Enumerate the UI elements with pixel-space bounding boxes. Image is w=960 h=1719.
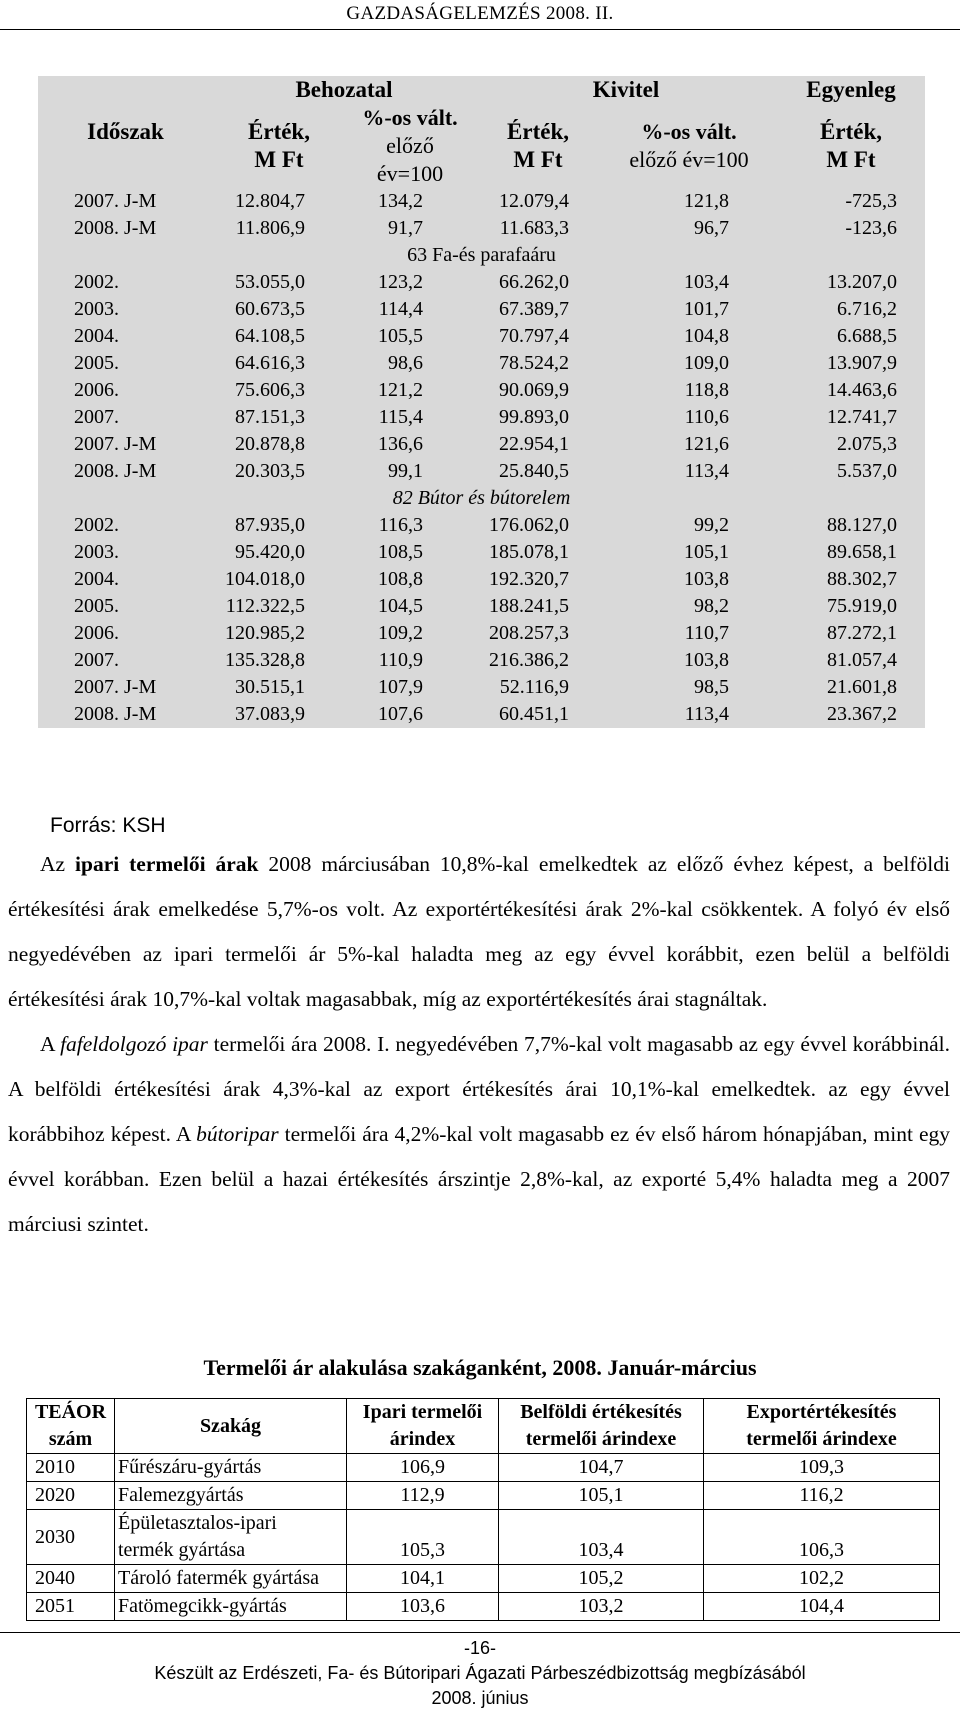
balance-cell: 13.907,9 <box>827 352 898 374</box>
export-value-cell: 216.386,2 <box>489 649 570 671</box>
import-pct-cell: 107,9 <box>378 676 424 698</box>
period-cell: 2008. J-M <box>74 217 157 239</box>
table-row <box>38 674 925 701</box>
export-value-cell: 188.241,5 <box>489 595 570 617</box>
period-cell: 2008. J-M <box>74 703 157 725</box>
export-value-cell: 176.062,0 <box>489 514 570 536</box>
export-value-cell: 66.262,0 <box>499 271 570 293</box>
price-table-container <box>26 1398 939 1621</box>
teaor-code-cell: 2020 <box>27 1482 115 1510</box>
table-row <box>38 566 925 593</box>
import-value-cell: 104.018,0 <box>225 568 305 590</box>
balance-cell: 12.741,7 <box>827 406 898 428</box>
export-value-cell: 208.257,3 <box>489 622 570 644</box>
import-value-header: Érték, M Ft <box>248 119 310 172</box>
table-row <box>27 1565 940 1593</box>
domestic-index-cell: 105,1 <box>499 1482 704 1510</box>
period-cell: 2007. J-M <box>74 190 157 212</box>
export-value-cell: 185.078,1 <box>489 541 570 563</box>
footer-date: 2008. június <box>431 1688 529 1708</box>
balance-cell: -123,6 <box>845 217 898 239</box>
balance-cell: 14.463,6 <box>827 379 898 401</box>
branch-name-cell: Tároló fatermék gyártása <box>115 1565 347 1593</box>
import-value-cell: 64.108,5 <box>235 325 305 347</box>
price-table-body <box>27 1454 940 1621</box>
export-pct-cell: 98,5 <box>694 676 730 698</box>
export-index-cell: 106,3 <box>704 1510 940 1565</box>
import-pct-header: %-os vált. előző év=100 <box>362 105 458 186</box>
import-pct-cell: 110,9 <box>378 649 424 671</box>
section-title: 82 Bútor és bútorelem <box>392 487 571 509</box>
table-row <box>27 1454 940 1482</box>
export-pct-cell: 96,7 <box>694 217 730 239</box>
import-pct-cell: 121,2 <box>378 379 424 401</box>
export-pct-cell: 121,6 <box>684 433 730 455</box>
branch-name-cell: Épületasztalos-ipari termék gyártása <box>115 1510 347 1565</box>
balance-cell: 21.601,8 <box>827 676 898 698</box>
export-pct-cell: 113,4 <box>684 460 730 482</box>
import-header: Behozatal <box>295 77 393 102</box>
import-pct-cell: 114,4 <box>378 298 424 320</box>
period-cell: 2002. <box>74 271 119 293</box>
export-value-cell: 67.389,7 <box>499 298 570 320</box>
export-pct-cell: 110,6 <box>684 406 730 428</box>
table-row <box>38 296 925 323</box>
balance-cell: 23.367,2 <box>827 703 898 725</box>
export-index-cell: 109,3 <box>704 1454 940 1482</box>
domestic-index-cell: 103,4 <box>499 1510 704 1565</box>
table-row <box>38 188 925 215</box>
balance-cell: 2.075,3 <box>837 433 898 455</box>
balance-cell: -725,3 <box>845 190 898 212</box>
export-value-cell: 78.524,2 <box>499 352 570 374</box>
export-value-cell: 25.840,5 <box>499 460 570 482</box>
export-value-cell: 11.683,3 <box>499 217 570 239</box>
period-cell: 2006. <box>74 379 119 401</box>
period-cell: 2005. <box>74 352 119 374</box>
balance-cell: 13.207,0 <box>827 271 898 293</box>
section-title: 63 Fa-és parafaáru <box>407 244 556 266</box>
import-value-cell: 87.935,0 <box>235 514 305 536</box>
import-pct-cell: 91,7 <box>388 217 424 239</box>
import-pct-cell: 116,3 <box>378 514 424 536</box>
table-row <box>38 647 925 674</box>
import-pct-cell: 108,8 <box>378 568 424 590</box>
page-number: -16- <box>463 1638 496 1658</box>
domestic-index-header: Belföldi értékesítés termelői árindexe <box>499 1399 704 1454</box>
import-value-cell: 11.806,9 <box>235 217 305 239</box>
export-value-cell: 90.069,9 <box>499 379 570 401</box>
trade-table-container <box>38 76 925 728</box>
period-cell: 2007. J-M <box>74 433 157 455</box>
export-value-cell: 192.320,7 <box>489 568 570 590</box>
table-row <box>38 701 925 728</box>
export-pct-cell: 118,8 <box>684 379 730 401</box>
export-header: Kivitel <box>592 77 660 102</box>
import-pct-cell: 107,6 <box>378 703 424 725</box>
export-index-cell: 102,2 <box>704 1565 940 1593</box>
paragraph-2: A fafeldolgozó ipar termelői ára 2008. I. negyedévében 7,7%-kal volt magasabb az egy évvel korábbinál. A belföldi értékesítési árak 4,3%-kal az export értékesítés árai 10,1%-kal emelkedtek. az egy évvel korábbihoz képest. A bútoripar termelői ára 4,2%-kal volt magasabb ez év első három hónapjában, mint egy évvel korábban. Ezen belül a hazai értékesítés árszintje 2,8%-kal, az exporté 5,4% haladta meg a 2007 márciusi szintet. <box>8 1032 950 1236</box>
import-pct-cell: 98,6 <box>388 352 424 374</box>
period-cell: 2003. <box>74 298 119 320</box>
table-row <box>38 323 925 350</box>
period-cell: 2005. <box>74 595 119 617</box>
export-pct-cell: 103,8 <box>684 568 730 590</box>
table-row <box>38 350 925 377</box>
period-cell: 2007. J-M <box>74 676 157 698</box>
industrial-index-cell: 104,1 <box>347 1565 499 1593</box>
industrial-index-cell: 112,9 <box>347 1482 499 1510</box>
export-pct-cell: 103,4 <box>684 271 730 293</box>
branch-name-cell: Fatömegcikk-gyártás <box>115 1593 347 1621</box>
industrial-index-cell: 103,6 <box>347 1593 499 1621</box>
export-pct-cell: 103,8 <box>684 649 730 671</box>
balance-cell: 87.272,1 <box>827 622 898 644</box>
export-pct-cell: 99,2 <box>694 514 730 536</box>
import-value-cell: 135.328,8 <box>225 649 305 671</box>
table-row <box>38 215 925 242</box>
section-row <box>38 242 925 269</box>
export-value-cell: 99.893,0 <box>499 406 570 428</box>
export-pct-cell: 98,2 <box>694 595 730 617</box>
teaor-code-cell: 2010 <box>27 1454 115 1482</box>
balance-cell: 75.919,0 <box>827 595 898 617</box>
import-pct-cell: 109,2 <box>378 622 424 644</box>
export-pct-header: %-os vált. előző év=100 <box>629 119 749 172</box>
export-pct-cell: 110,7 <box>684 622 730 644</box>
balance-header: Egyenleg <box>806 77 896 102</box>
export-value-cell: 52.116,9 <box>499 676 570 698</box>
price-table-title: Termelői ár alakulása szakáganként, 2008. Január-március <box>203 1355 757 1380</box>
period-cell: 2006. <box>74 622 119 644</box>
footer-credit: Készült az Erdészeti, Fa- és Bútoripari Ágazati Párbeszédbizottság megbízásából <box>154 1663 806 1683</box>
import-value-cell: 75.606,3 <box>235 379 305 401</box>
import-value-cell: 87.151,3 <box>235 406 305 428</box>
table-row <box>38 620 925 647</box>
period-cell: 2004. <box>74 568 119 590</box>
export-pct-cell: 105,1 <box>684 541 730 563</box>
table-row <box>38 512 925 539</box>
balance-cell: 89.658,1 <box>827 541 898 563</box>
export-index-cell: 104,4 <box>704 1593 940 1621</box>
balance-cell: 6.716,2 <box>837 298 898 320</box>
import-pct-cell: 105,5 <box>378 325 424 347</box>
price-table <box>26 1398 940 1621</box>
body-text <box>8 842 950 1247</box>
import-pct-cell: 123,2 <box>378 271 424 293</box>
industrial-index-cell: 105,3 <box>347 1510 499 1565</box>
branch-name-cell: Falemezgyártás <box>115 1482 347 1510</box>
period-cell: 2002. <box>74 514 119 536</box>
section-row <box>38 485 925 512</box>
table-row <box>27 1593 940 1621</box>
import-value-cell: 20.303,5 <box>235 460 305 482</box>
period-cell: 2004. <box>74 325 119 347</box>
domestic-index-cell: 104,7 <box>499 1454 704 1482</box>
import-pct-cell: 136,6 <box>378 433 424 455</box>
table-row <box>38 458 925 485</box>
domestic-index-cell: 105,2 <box>499 1565 704 1593</box>
export-pct-cell: 104,8 <box>684 325 730 347</box>
balance-cell: 6.688,5 <box>837 325 898 347</box>
import-pct-cell: 104,5 <box>378 595 424 617</box>
export-pct-cell: 109,0 <box>684 352 730 374</box>
import-value-cell: 64.616,3 <box>235 352 305 374</box>
export-index-header: Exportértékesítés termelői árindexe <box>704 1399 940 1454</box>
import-pct-cell: 99,1 <box>388 460 424 482</box>
import-value-cell: 53.055,0 <box>235 271 305 293</box>
import-value-cell: 12.804,7 <box>235 190 305 212</box>
branch-name-cell: Fűrészáru-gyártás <box>115 1454 347 1482</box>
trade-table <box>38 76 925 728</box>
table-row <box>38 593 925 620</box>
branch-header: Szakág <box>115 1399 347 1454</box>
running-header <box>0 0 960 30</box>
domestic-index-cell: 103,2 <box>499 1593 704 1621</box>
trade-header-row-1 <box>38 76 925 104</box>
table-row <box>38 404 925 431</box>
import-value-cell: 60.673,5 <box>235 298 305 320</box>
export-value-header: Érték, M Ft <box>507 119 569 172</box>
paragraph-1: Az ipari termelői árak 2008 márciusában 10,8%-kal emelkedtek az előző évhez képest, a belföldi értékesítési árak emelkedése 5,7%-os volt. Az exportértékesítési árak 2%-kal csökkentek. A folyó év első negyedévében az ipari termelői ár 5%-kal haladta meg az egy évvel korábbit, ezen belül a belföldi értékesítési árak 10,7%-kal voltak magasabbak, míg az exportértékesítés árai stagnáltak. <box>8 852 951 1011</box>
table-row <box>38 431 925 458</box>
period-cell: 2007. <box>74 406 119 428</box>
footer-divider <box>0 1632 960 1633</box>
import-value-cell: 112.322,5 <box>225 595 305 617</box>
teaor-header: TEÁOR szám <box>27 1399 115 1454</box>
balance-cell: 5.537,0 <box>837 460 898 482</box>
price-header-row <box>27 1399 940 1454</box>
export-index-cell: 116,2 <box>704 1482 940 1510</box>
period-cell: 2008. J-M <box>74 460 157 482</box>
table-row <box>27 1510 940 1565</box>
balance-cell: 81.057,4 <box>827 649 898 671</box>
export-value-cell: 22.954,1 <box>499 433 570 455</box>
import-pct-cell: 108,5 <box>378 541 424 563</box>
import-pct-cell: 134,2 <box>378 190 424 212</box>
export-value-cell: 70.797,4 <box>499 325 570 347</box>
import-value-cell: 30.515,1 <box>235 676 305 698</box>
import-value-cell: 37.083,9 <box>235 703 305 725</box>
industrial-index-cell: 106,9 <box>347 1454 499 1482</box>
teaor-code-cell: 2051 <box>27 1593 115 1621</box>
balance-cell: 88.302,7 <box>827 568 898 590</box>
table-row <box>38 377 925 404</box>
import-value-cell: 120.985,2 <box>225 622 305 644</box>
period-cell: 2007. <box>74 649 119 671</box>
table-row <box>38 539 925 566</box>
period-header: Időszak <box>87 119 164 144</box>
export-value-cell: 12.079,4 <box>499 190 570 212</box>
balance-cell: 88.127,0 <box>827 514 898 536</box>
export-pct-cell: 113,4 <box>684 703 730 725</box>
source-note: Forrás: KSH <box>50 814 166 837</box>
period-cell: 2003. <box>74 541 119 563</box>
teaor-code-cell: 2030 <box>27 1510 115 1565</box>
industrial-index-header: Ipari termelői árindex <box>347 1399 499 1454</box>
export-pct-cell: 121,8 <box>684 190 730 212</box>
import-value-cell: 95.420,0 <box>235 541 305 563</box>
table-row <box>38 269 925 296</box>
table-row <box>27 1482 940 1510</box>
import-pct-cell: 115,4 <box>378 406 424 428</box>
trade-table-body <box>38 188 925 728</box>
export-pct-cell: 101,7 <box>684 298 730 320</box>
balance-value-header: Érték, M Ft <box>820 119 882 172</box>
teaor-code-cell: 2040 <box>27 1565 115 1593</box>
import-value-cell: 20.878,8 <box>235 433 305 455</box>
running-title: GAZDASÁGELEMZÉS 2008. II. <box>346 3 614 24</box>
export-value-cell: 60.451,1 <box>499 703 570 725</box>
